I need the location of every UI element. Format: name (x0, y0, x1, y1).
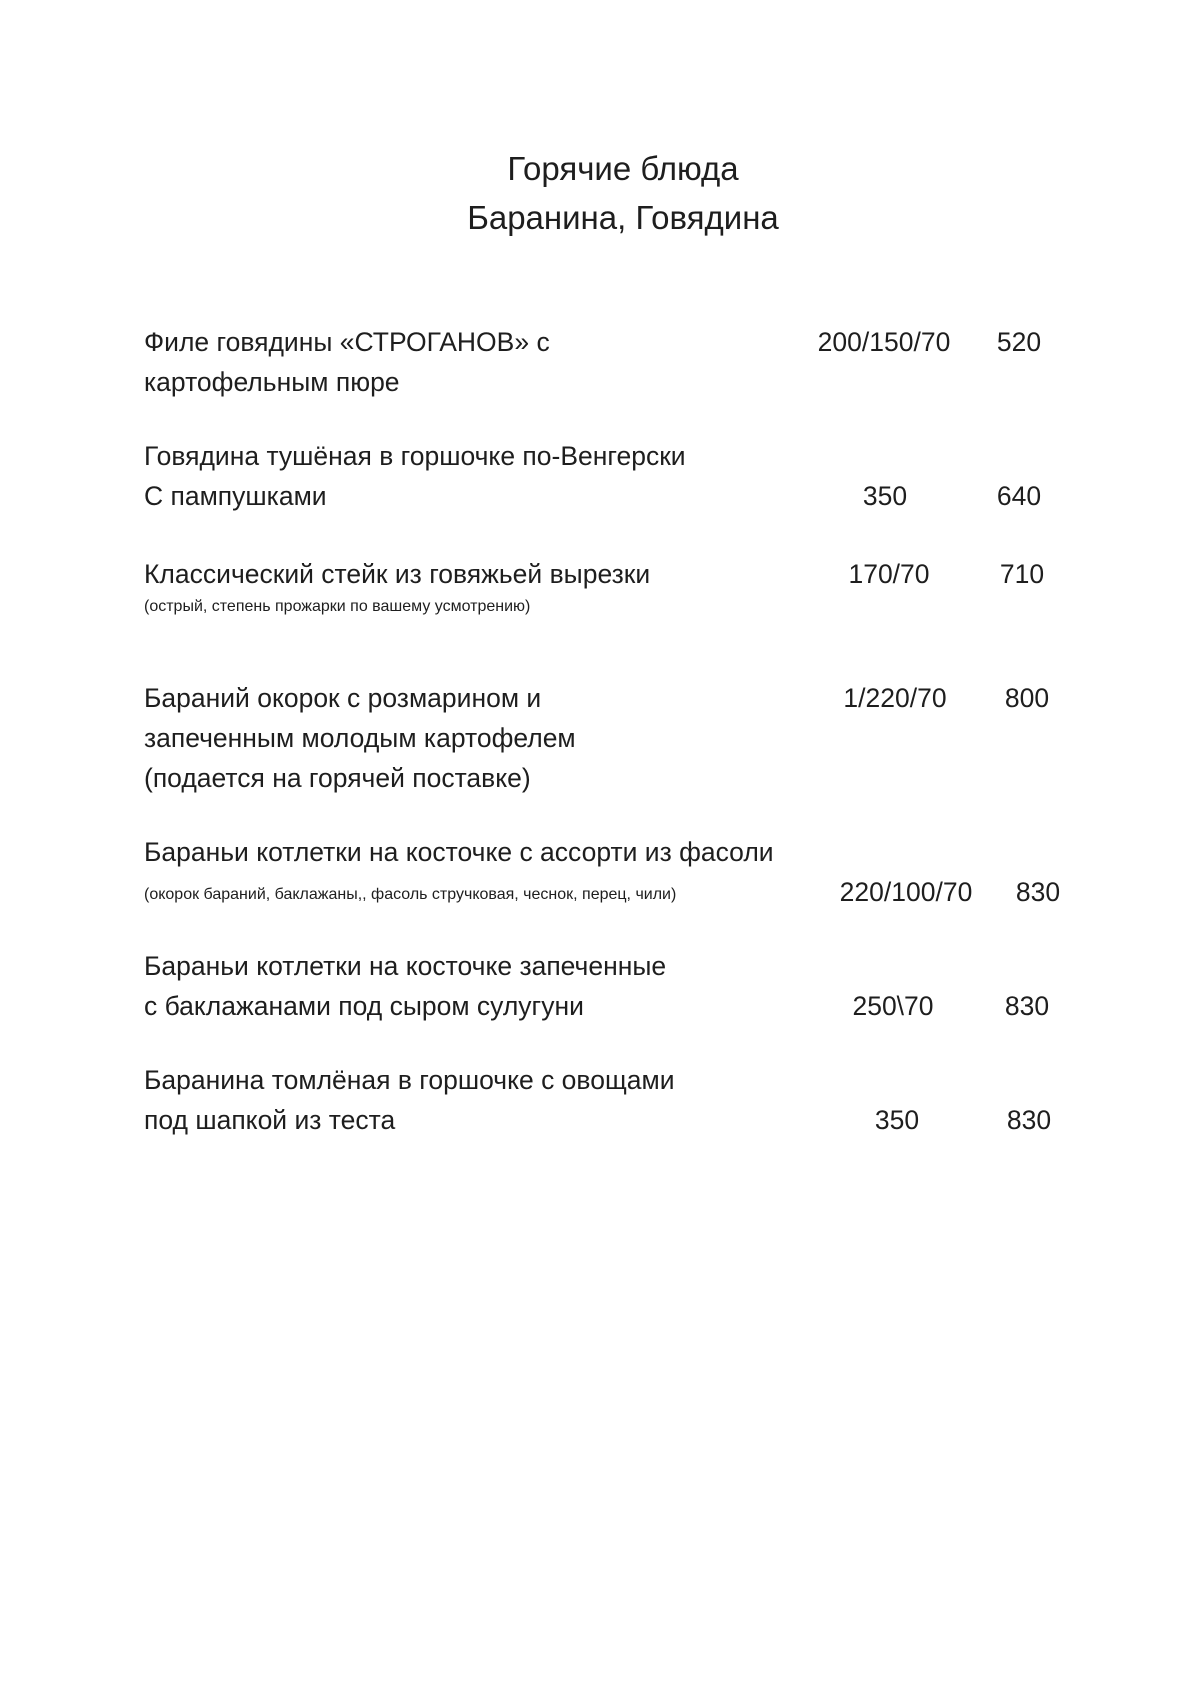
menu-item-name: Бараньи котлетки на косточке с ассорти из фасоли (144, 837, 774, 867)
menu-item-weight: 220/100/70 (839, 877, 973, 907)
menu-item-name: Баранина томлёная в горшочке с овощами (144, 1065, 675, 1095)
menu-item-name-continued: с баклажанами под сыром сулугуни (144, 991, 584, 1021)
menu-item-price: 710 (999, 559, 1045, 589)
menu-item-weight: 250\70 (852, 991, 934, 1021)
menu-item-note: (острый, степень прожарки по вашему усмотрению) (144, 598, 531, 615)
menu-item-price: 640 (996, 481, 1042, 511)
menu-item-weight: 1/220/70 (843, 683, 947, 713)
menu-item-name-continued: запеченным молодым картофелем (144, 723, 576, 753)
menu-item-weight: 170/70 (848, 559, 930, 589)
menu-item-name-continued: картофельным пюре (144, 367, 400, 397)
menu-item-name: Говядина тушёная в горшочке по-Венгерски (144, 441, 686, 471)
menu-item-price: 830 (1015, 877, 1061, 907)
menu-item-weight: 350 (862, 481, 908, 511)
menu-item-name-continued: под шапкой из теста (144, 1105, 396, 1135)
menu-item-name-continued: С пампушками (144, 481, 327, 511)
menu-item-name: Бараний окорок с розмарином и (144, 683, 542, 713)
menu-item-price: 520 (996, 327, 1042, 357)
menu-item-price: 800 (1004, 683, 1050, 713)
menu-item-name-continued: (подается на горячей поставке) (144, 763, 531, 793)
menu-item-note: (окорок бараний, баклажаны,, фасоль стручковая, чеснок, перец, чили) (144, 886, 677, 903)
menu-item-name: Классический стейк из говяжьей вырезки (144, 559, 651, 589)
page-title: Горячие блюда (507, 150, 739, 187)
menu-item-name: Бараньи котлетки на косточке запеченные (144, 951, 667, 981)
menu-item-weight: 350 (874, 1105, 920, 1135)
menu-item-price: 830 (1006, 1105, 1052, 1135)
page-subtitle: Баранина, Говядина (467, 199, 779, 236)
menu-item-name: Филе говядины «СТРОГАНОВ» с (144, 327, 550, 357)
menu-item-price: 830 (1004, 991, 1050, 1021)
menu-item-weight: 200/150/70 (817, 327, 951, 357)
